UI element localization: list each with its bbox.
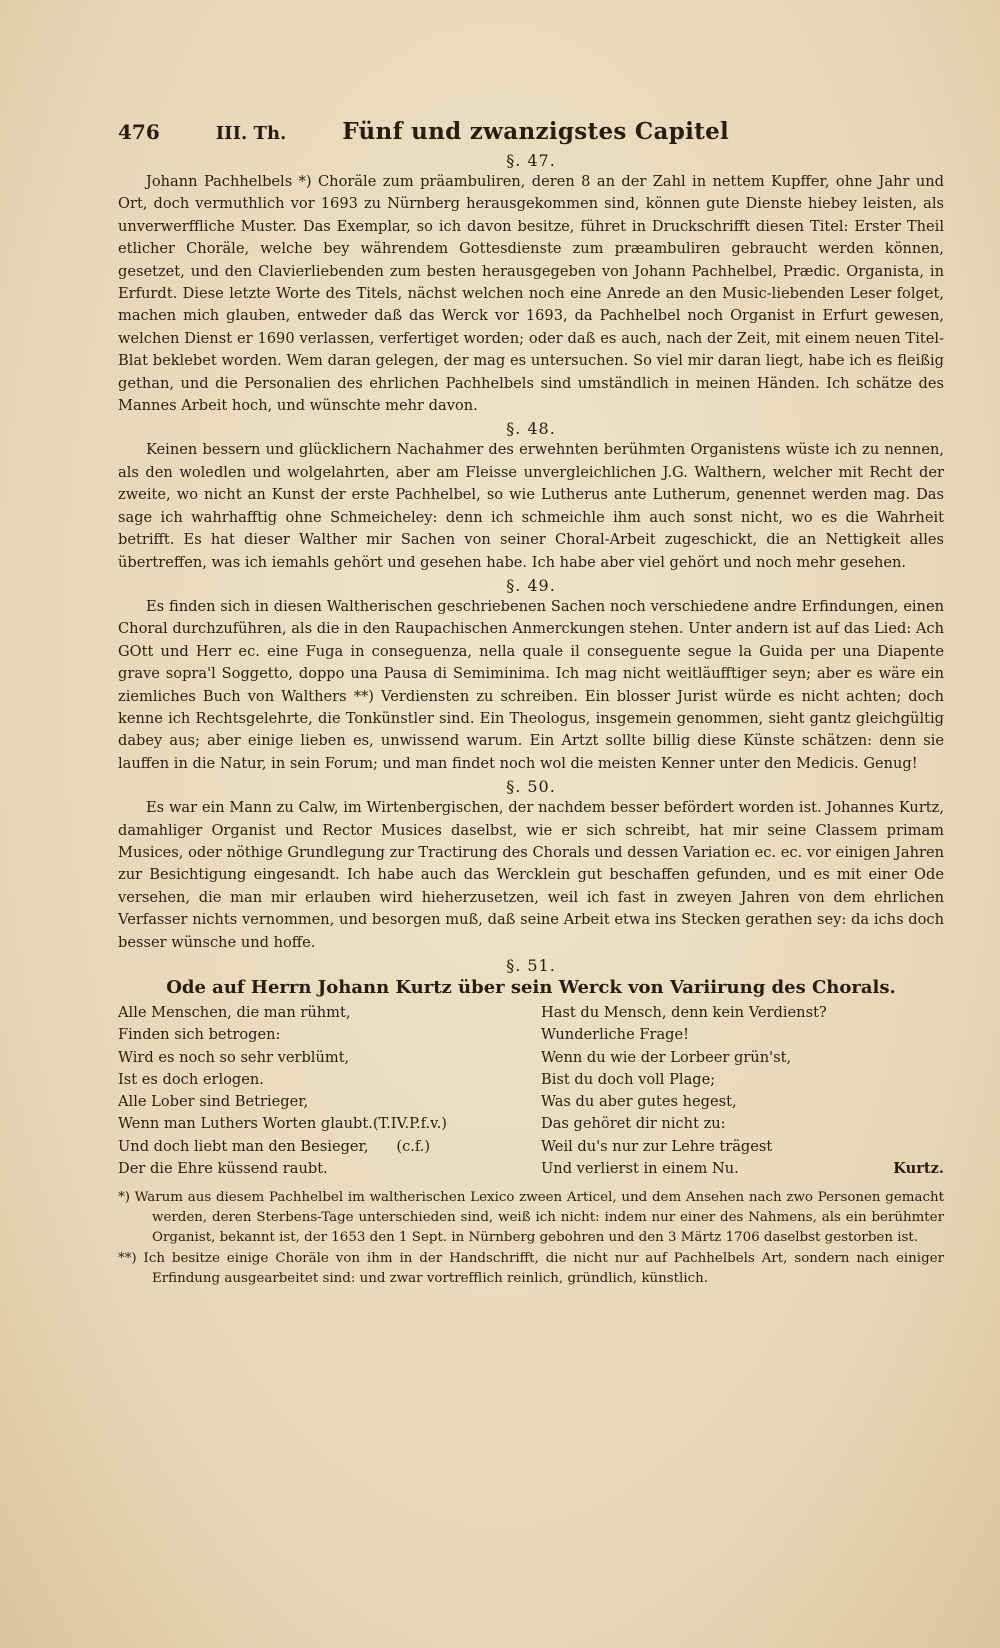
poem-line: Wenn man Luthers Worten glaubt.(T.IV.P.f.v.) [118, 1115, 447, 1133]
poem-line: Ist es doch erlogen. [118, 1070, 264, 1088]
footnote-1: *) Warum aus diesem Pachhelbel im waltherischen Lexico zween Articel, und dem Ansehen nach zwo Personen gemacht werden, deren Sterbens-Tage unterschieden sind, weiß ich nicht: indem nur einer des Nahmens, als ein berühmter Organist, bekannt ist, der 1653 den 1 Sept. in Nürnberg gebohren und den 3 Märtz 1706 daselbst gestorben ist. [118, 1190, 944, 1246]
ode-left-column [118, 1002, 521, 1180]
chapter-title: Fünf und zwanzigstes Capitel [342, 118, 730, 145]
section-text-49: Es finden sich in diesen Waltherischen geschriebenen Sachen noch verschiedene andre Erfindungen, einen Choral durchzuführen, als die in den Raupachischen Anmerckungen stehen. Unter andern ist auf das Lied: Ach GOtt und Herr ec. eine Fuga in conseguenza, nella quale il conseguente segue la Guida per una Diapente grave sopra'l Soggetto, doppo una Pausa di Semiminima. Ich mag nicht weitläufftiger seyn; aber es wäre ein ziemliches Buch von Walthers **) Verdiensten zu schreiben. Ein blosser Jurist würde es nicht achten; doch kenne ich Rechtsgelehrte, die Tonkünstler sind. Ein Theologus, insgemein genommen, sieht gantz gleichgültig dabey aus; aber einige lieben es, unwissend warum. Ein Artzt sollte billig diese Künste schätzen: denn sie lauffen in die Natur, in sein Forum; und man findet noch wol die meisten Kenner unter den Medicis. Genug! [118, 597, 944, 772]
ode-signature: Kurtz. [893, 1160, 944, 1178]
ode-title: Ode auf Herrn Johann Kurtz über sein Werck von Variirung des Chorals. [166, 977, 896, 998]
poem-line: Bist du doch voll Plage; [541, 1070, 716, 1088]
poem-line: Wenn du wie der Lorbeer grün'st, [541, 1048, 792, 1066]
poem-line: Der die Ehre küssend raubt. [118, 1160, 328, 1178]
poem-line-last [541, 1158, 944, 1180]
poem-line: Alle Menschen, die man rühmt, [118, 1004, 351, 1021]
section-text-48: Keinen bessern und glücklichern Nachahmer des erwehnten berühmten Organistens wüste ich zu nennen, als den woledlen und wolgelahrten, aber am Fleisse unvergleichlichen J.G. Walthern, welcher mit Recht der zweite, wo nicht an Kunst der erste Pachhelbel, so wie Lutherus ante Lutherum, genennet werden mag. Das sage ich wahrhafftig ohne Schmeicheley: denn ich schmeichle ihm auch sonst nicht, wo es die Wahrheit betrifft. Es hat dieser Walther mir Sachen von seiner Choral-Arbeit zugeschickt, die an Nettigkeit alles übertreffen, was ich iemahls gehört und gesehen habe. Ich habe aber viel gehört und noch mehr gesehen. [118, 441, 944, 571]
book-part: III. Th. [215, 123, 287, 144]
footnote-2: **) Ich besitze einige Choräle von ihm in der Handschrifft, die nicht nur auf Pachhelbels Art, sondern nach einiger Erfindung ausgearbeitet sind: und zwar vortrefflich reinlich, gründlich, künstlich. [118, 1251, 944, 1287]
footnotes [118, 1188, 944, 1289]
ode-right-column [541, 1002, 944, 1180]
poem-line: Finden sich betrogen: [118, 1026, 281, 1044]
poem-line: Alle Lober sind Betrieger, [118, 1093, 309, 1111]
section-text-47: Johann Pachhelbels *) Choräle zum präambuliren, deren 8 an der Zahl in nettem Kupffer, ohne Jahr und Ort, doch vermuthlich vor 1693 zu Nürnberg herausgekommen sind, können gute Dienste hiebey leisten, als unverwerffliche Muster. Das Exemplar, so ich davon besitze, führet in Druckschrifft diesen Titel: Erster Theil etlicher Choräle, welche bey währendem Gottesdienste zum præambuliren gebraucht werden können, gesetzet, und den Clavierliebenden zum besten herausgegeben von Johann Pachhelbel, Prædic. Organista, in Erfurdt. Diese letzte Worte des Titels, nächst welchen noch eine Anrede an den Music-liebenden Leser folget, machen mich glauben, entweder daß das Werck vor 1693, da Pachhelbel noch Organist in Erfurt gewesen, welchen Dienst er 1690 verlassen, verfertiget worden; oder daß es auch, nach der Zeit, mit einem neuen Titel-Blat beklebet worden. Wem daran gelegen, der mag es untersuchen. So viel mir daran liegt, habe ich es fleißig gethan, und die Personalien des ehrlichen Pachhelbels sind umständlich in meinen Händen. Ich schätze des Mannes Arbeit hoch, und wünschte mehr davon. [118, 173, 944, 415]
section-number-49: §. 49. [506, 575, 556, 595]
section-number-47: §. 47. [506, 151, 556, 170]
running-header [118, 118, 944, 145]
poem-line: Das gehöret dir nicht zu: [541, 1115, 726, 1133]
poem-line: Weil du's nur zur Lehre trägest [541, 1137, 773, 1155]
section-number-50: §. 50. [506, 777, 556, 797]
poem-line: Wunderliche Frage! [541, 1026, 689, 1044]
section-text-50: Es war ein Mann zu Calw, im Wirtenbergischen, der nachdem besser befördert worden ist. Johannes Kurtz, damahliger Organist und Rector Musices daselbst, wie er sich schreibt, hat mir seine Classem primam Musices, oder nöthige Grundlegung zur Tractirung des Chorals und dessen Variation ec. ec. vor einigen Jahren zur Besichtigung eingesandt. Ich habe auch das Wercklein gut beschaffen gefunden, und es mit einer Ode versehen, die man mir erlauben wird hieherzusetzen, weil ich fast in zweyen Jahren von dem ehrlichen Verfasser nichts vernommen, und besorgen muß, daß seine Arbeit etwa ins Stecken gerathen sey: da ichs doch besser wünsche und hoffe. [118, 799, 944, 951]
section-number-51: §. 51. [506, 956, 556, 975]
poem-line: Und doch liebt man den Besieger, (c.f.) [118, 1137, 431, 1155]
poem-line: Wird es noch so sehr verblümt, [118, 1048, 350, 1066]
ode-poem [118, 1002, 944, 1180]
poem-line: Hast du Mensch, denn kein Verdienst? [541, 1004, 827, 1021]
section-number-48: §. 48. [506, 419, 556, 439]
poem-line: Und verlierst in einem Nu. [541, 1160, 739, 1178]
poem-line: Was du aber gutes hegest, [541, 1093, 737, 1111]
page-number: 476 [118, 120, 160, 144]
